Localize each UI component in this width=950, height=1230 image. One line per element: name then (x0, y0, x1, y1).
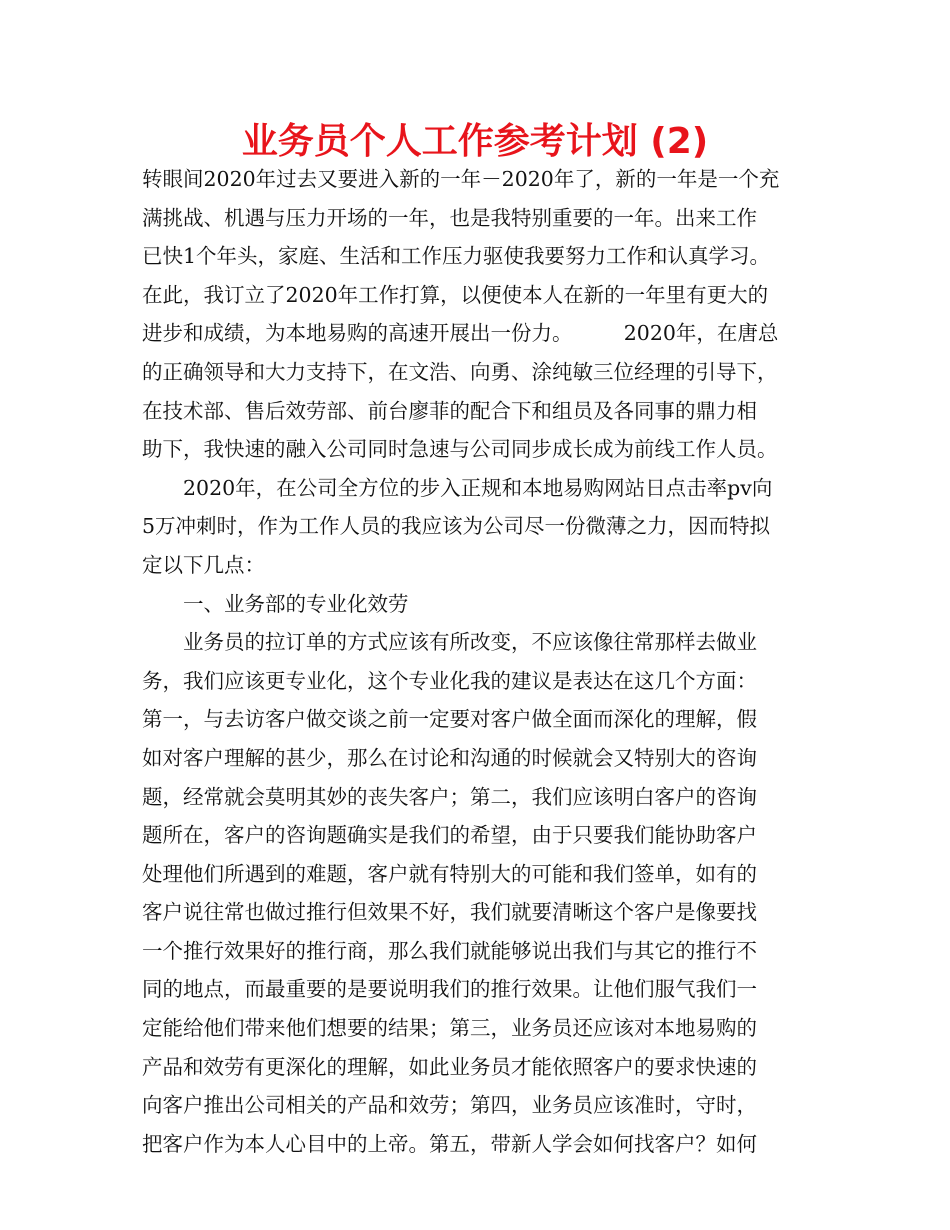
body-line: 5万冲刺时，作为工作人员的我应该为公司尽一份微薄之力，因而特拟 (142, 514, 771, 539)
body-line: 向客户推出公司相关的产品和效劳；第四，业务员应该准时，守时， (142, 1093, 757, 1118)
body-line: 业务员的拉订单的方式应该有所改变，不应该像往常那样去做业 (183, 630, 757, 655)
body-line: 已快1个年头，家庭、生活和工作压力驱使我要努力工作和认真学习。 (142, 244, 771, 269)
section-heading: 一、业务部的专业化效劳 (183, 591, 409, 616)
body-line: 在技术部、售后效劳部、前台廖菲的配合下和组员及各同事的鼎力相 (142, 398, 757, 423)
body-line: 务，我们应该更专业化，这个专业化我的建议是表达在这几个方面： (142, 668, 757, 693)
body-line: 如对客户理解的甚少，那么在讨论和沟通的时候就会又特别大的咨询 (142, 745, 757, 770)
document-body (142, 160, 779, 1163)
body-line: 客户说往常也做过推行但效果不好，我们就要清晰这个客户是像要找 (142, 900, 757, 925)
body-line: 同的地点，而最重要的是要说明我们的推行效果。让他们服气我们一 (142, 977, 757, 1002)
body-line: 题，经常就会莫明其妙的丧失客户；第二，我们应该明白客户的咨询 (142, 784, 757, 809)
body-line: 一个推行效果好的推行商，那么我们就能够说出我们与其它的推行不 (142, 938, 757, 963)
body-line: 把客户作为本人心目中的上帝。第五，带新人学会如何找客户？如何 (142, 1131, 757, 1156)
body-line: 定以下几点： (142, 552, 265, 577)
body-line: 第一，与去访客户做交谈之前一定要对客户做全面而深化的理解，假 (142, 707, 757, 732)
body-line: 的正确领导和大力支持下，在文浩、向勇、涂纯敏三位经理的引导下， (142, 359, 778, 384)
body-line: 产品和效劳有更深化的理解，如此业务员才能依照客户的要求快速的 (142, 1054, 757, 1079)
body-line: 进步和成绩，为本地易购的高速开展出一份力。 2020年，在唐总 (142, 321, 779, 346)
body-line: 助下，我快速的融入公司同时急速与公司同步成长成为前线工作人员。 (142, 437, 778, 462)
body-line: 2020年，在公司全方位的步入正规和本地易购网站日点击率pv向 (183, 475, 773, 500)
body-line: 处理他们所遇到的难题，客户就有特别大的可能和我们签单，如有的 (142, 861, 757, 886)
body-line: 满挑战、机遇与压力开场的一年，也是我特别重要的一年。出来工作 (142, 205, 757, 230)
body-line: 定能给他们带来他们想要的结果；第三，业务员还应该对本地易购的 (142, 1016, 757, 1041)
document-title: 业务员个人工作参考计划 (2) (241, 121, 709, 162)
body-line: 题所在，客户的咨询题确实是我们的希望，由于只要我们能协助客户 (142, 823, 757, 848)
body-line: 转眼间2020年过去又要进入新的一年－2020年了，新的一年是一个充 (142, 167, 780, 191)
body-line: 在此，我订立了2020年工作打算，以便使本人在新的一年里有更大的 (142, 282, 769, 307)
